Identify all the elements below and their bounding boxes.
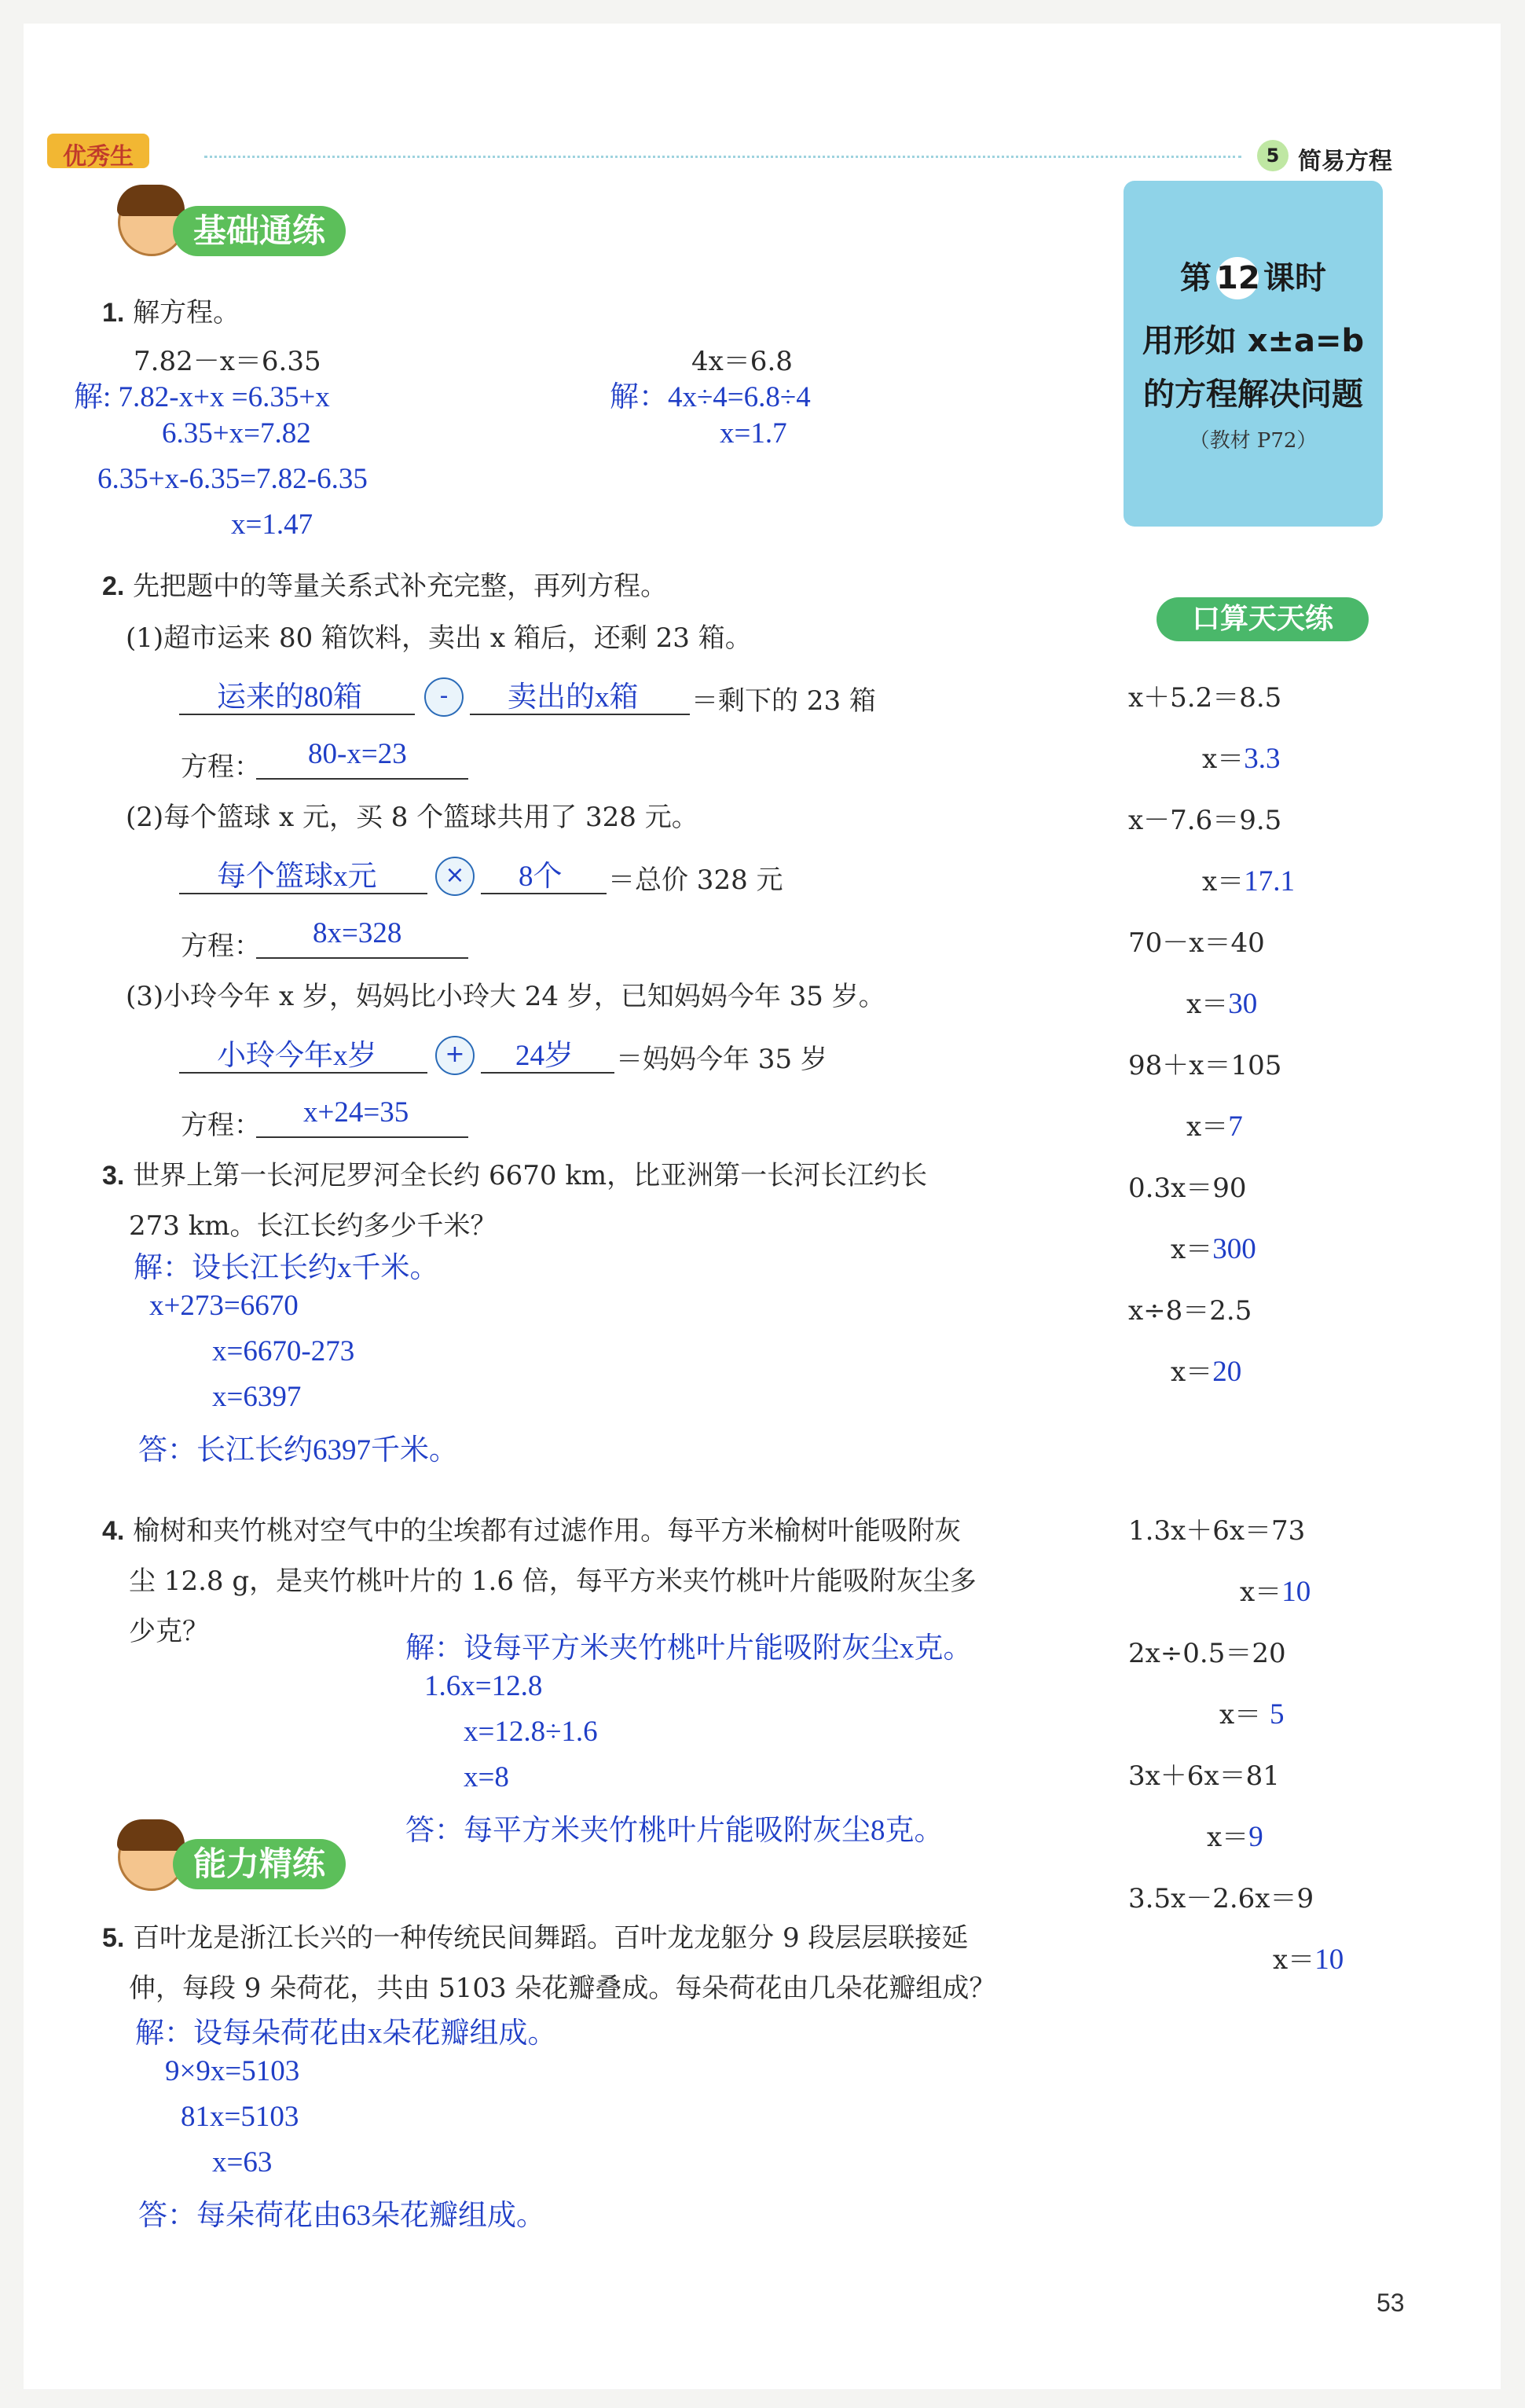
oral-answer-4: [1186, 1105, 1243, 1143]
oral-answer-2: [1202, 860, 1295, 898]
q2-part2-eq-line: [256, 957, 468, 959]
oral-question-9: 3x＋6x＝81: [1128, 1760, 1280, 1792]
oral-answer-7-lhs: x＝: [1240, 1577, 1282, 1608]
oral-answer-4-value: 7: [1228, 1110, 1243, 1143]
lesson-number-line: [1124, 253, 1383, 299]
chapter-number-badge: 5: [1257, 140, 1289, 171]
q2-part3-eq-label: 方程：: [181, 1110, 261, 1141]
q4-number: 4.: [102, 1516, 125, 1546]
q2-part1-text: (1)超市运来 80 箱饮料，卖出 x 箱后，还剩 23 箱。: [126, 622, 752, 654]
q3-answer-result: x=6397: [212, 1381, 302, 1413]
q2-part3-text: (3)小玲今年 x 岁，妈妈比小玲大 24 岁，已知妈妈今年 35 岁。: [126, 981, 885, 1012]
q3-text-line1: 世界上第一长河尼罗河全长约 6670 km，比亚洲第一长河长江约长: [133, 1160, 928, 1191]
q5-answer-eq: 9×9x=5103: [165, 2055, 300, 2087]
oral-answer-5: [1171, 1228, 1256, 1266]
q4-text-line1: 榆树和夹竹桃对空气中的尘埃都有过滤作用。每平方米榆树叶能吸附灰: [133, 1515, 962, 1547]
q1-answer-b-result: x=1.7: [720, 417, 787, 450]
lesson-prefix: 第: [1180, 260, 1212, 296]
oral-answer-6: [1171, 1350, 1241, 1389]
oral-answer-3-value: 30: [1228, 988, 1258, 1020]
oral-practice-tag: 口算天天练: [1157, 597, 1369, 641]
q4-answer-final: 答：每平方米夹竹桃叶片能吸附灰尘8克。: [405, 1815, 944, 1847]
oral-answer-8: [1219, 1693, 1285, 1731]
q2-part3-eq-line: [256, 1136, 468, 1138]
lesson-suffix: 课时: [1263, 260, 1326, 296]
oral-answer-6-value: 20: [1212, 1356, 1242, 1388]
header-dotted-rule: [204, 156, 1241, 158]
oral-answer-7-value: 10: [1281, 1576, 1311, 1608]
q3-line1: [102, 1154, 927, 1192]
lesson-title-line2: 的方程解决问题: [1143, 376, 1363, 413]
q4-answer-result: x=8: [464, 1761, 509, 1793]
q3-answer-final: 答：长江长约6397千米。: [138, 1434, 458, 1466]
q5-text-line1: 百叶龙是浙江长兴的一种传统民间舞蹈。百叶龙龙躯分 9 段层层联接延: [133, 1922, 969, 1954]
q2-prompt: [102, 564, 667, 603]
oral-answer-1-value: 3.3: [1244, 743, 1281, 775]
q2-part1-tail: ＝剩下的 23 箱: [691, 685, 876, 717]
q2-part3-operator: +: [435, 1036, 475, 1075]
q2-text: 先把题中的等量关系式补充完整，再列方程。: [133, 571, 668, 602]
lesson-number: 12: [1216, 257, 1259, 299]
q3-answer-let: 解：设长江长约x千米。: [134, 1252, 439, 1284]
q1-equation-a: 7.82－x＝6.35: [134, 346, 321, 377]
oral-question-7: 1.3x＋6x＝73: [1128, 1515, 1306, 1547]
oral-answer-8-lhs: x＝: [1219, 1699, 1262, 1731]
oral-answer-5-lhs: x＝: [1171, 1234, 1213, 1265]
q5-line2: 伸，每段 9 朵荷花，共由 5103 朵花瓣叠成。每朵荷花由几朵花瓣组成？: [129, 1973, 996, 2004]
q2-part2-text: (2)每个篮球 x 元，买 8 个篮球共用了 328 元。: [126, 802, 698, 833]
brand-logo: [47, 134, 149, 171]
oral-answer-3-lhs: x＝: [1186, 989, 1229, 1020]
oral-question-4: 98＋x＝105: [1128, 1050, 1282, 1081]
q2-part1-equation: 80-x=23: [308, 738, 407, 770]
oral-answer-9-value: 9: [1248, 1821, 1263, 1853]
q1-number: 1.: [102, 298, 125, 328]
oral-answer-2-value: 17.1: [1244, 865, 1295, 897]
oral-answer-10: [1273, 1938, 1344, 1977]
q2-part2-tail: ＝总价 328 元: [608, 864, 783, 896]
oral-answer-9-lhs: x＝: [1207, 1822, 1249, 1853]
q2-part2-equation: 8x=328: [313, 917, 402, 949]
q4-line2: 尘 12.8 g，是夹竹桃叶片的 1.6 倍，每平方米夹竹桃叶片能吸附灰尘多: [129, 1566, 977, 1597]
oral-answer-7: [1240, 1570, 1311, 1609]
oral-question-2: x－7.6＝9.5: [1128, 805, 1282, 836]
q2-part1-blank1: 运来的80箱: [217, 681, 362, 714]
q2-part3-blank2: 24岁: [515, 1040, 574, 1072]
q2-part1-eq-line: [256, 778, 468, 780]
q4-line3: 少克？: [129, 1616, 209, 1647]
oral-answer-1-lhs: x＝: [1202, 743, 1245, 775]
q4-answer-let: 解：设每平方米夹竹桃叶片能吸附灰尘x克。: [405, 1632, 973, 1665]
brand-logo-text: 优秀生: [63, 143, 134, 171]
oral-question-6: x÷8＝2.5: [1128, 1295, 1252, 1327]
q1-answer-a-result: x=1.47: [231, 508, 313, 541]
oral-question-8: 2x÷0.5＝20: [1128, 1638, 1286, 1669]
oral-question-1: x＋5.2＝8.5: [1128, 682, 1282, 714]
oral-answer-2-lhs: x＝: [1202, 866, 1245, 897]
q5-line1: [102, 1916, 968, 1955]
q3-answer-step: x=6670-273: [212, 1335, 355, 1367]
q3-number: 3.: [102, 1161, 125, 1191]
oral-question-5: 0.3x＝90: [1128, 1173, 1247, 1204]
q1-text: 解方程。: [133, 297, 240, 329]
q4-answer-eq: 1.6x=12.8: [424, 1670, 543, 1702]
oral-question-10: 3.5x－2.6x＝9: [1128, 1883, 1314, 1914]
q2-part2-eq-label: 方程：: [181, 931, 261, 962]
oral-answer-5-value: 300: [1212, 1233, 1256, 1265]
section-ability-banner: 能力精练: [173, 1839, 346, 1889]
lesson-title-box: [1124, 181, 1383, 527]
oral-answer-10-value: 10: [1314, 1944, 1344, 1976]
q3-answer-eq: x+273=6670: [149, 1290, 299, 1322]
q5-answer-let: 解：设每朵荷花由x朵花瓣组成。: [135, 2017, 557, 2050]
page-number: 53: [1377, 2289, 1405, 2317]
q2-part2-operator: ×: [435, 857, 475, 896]
q1-answer-b-step1: 解：4x÷4=6.8÷4: [610, 381, 811, 413]
q5-answer-final: 答：每朵荷花由63朵花瓣组成。: [138, 2200, 545, 2232]
q1-answer-a-step3: 6.35+x-6.35=7.82-6.35: [97, 463, 368, 495]
q2-part2-blank1: 每个篮球x元: [217, 861, 377, 893]
q5-number: 5.: [102, 1923, 125, 1953]
lesson-reference: （教材 P72）: [1189, 429, 1318, 453]
oral-answer-10-lhs: x＝: [1273, 1944, 1315, 1976]
q1-answer-a-step2: 6.35+x=7.82: [162, 417, 311, 450]
q2-part1-eq-label: 方程：: [181, 751, 261, 783]
q2-part1-blank2: 卖出的x箱: [508, 681, 639, 714]
q3-line2: 273 km。长江长约多少千米？: [129, 1210, 497, 1242]
oral-answer-4-lhs: x＝: [1186, 1111, 1229, 1143]
oral-answer-9: [1207, 1815, 1263, 1854]
q5-answer-result: x=63: [212, 2146, 273, 2179]
q2-part3-tail: ＝妈妈今年 35 岁: [616, 1044, 827, 1075]
q2-number: 2.: [102, 571, 125, 601]
q4-line1: [102, 1509, 961, 1547]
oral-answer-3: [1186, 982, 1257, 1021]
oral-answer-6-lhs: x＝: [1171, 1356, 1213, 1388]
q2-part3-blank1: 小玲今年x岁: [217, 1040, 377, 1072]
q1-prompt: [102, 291, 240, 329]
q2-part3-equation: x+24=35: [303, 1096, 409, 1129]
oral-answer-8-value: 5: [1270, 1698, 1285, 1731]
q4-answer-step: x=12.8÷1.6: [464, 1716, 598, 1748]
q2-part2-blank2: 8个: [519, 861, 563, 893]
q1-answer-a-step1: 解: 7.82-x+x =6.35+x: [74, 381, 330, 413]
oral-answer-1: [1202, 737, 1280, 776]
lesson-title-line1: 用形如 x±a=b: [1142, 323, 1365, 359]
q5-answer-step: 81x=5103: [181, 2101, 299, 2133]
section-basic-banner: 基础通练: [173, 206, 346, 256]
q1-equation-b: 4x＝6.8: [691, 346, 793, 377]
q2-part1-operator: -: [424, 677, 464, 717]
chapter-title: 简易方程: [1298, 148, 1392, 175]
oral-question-3: 70－x＝40: [1128, 927, 1265, 959]
